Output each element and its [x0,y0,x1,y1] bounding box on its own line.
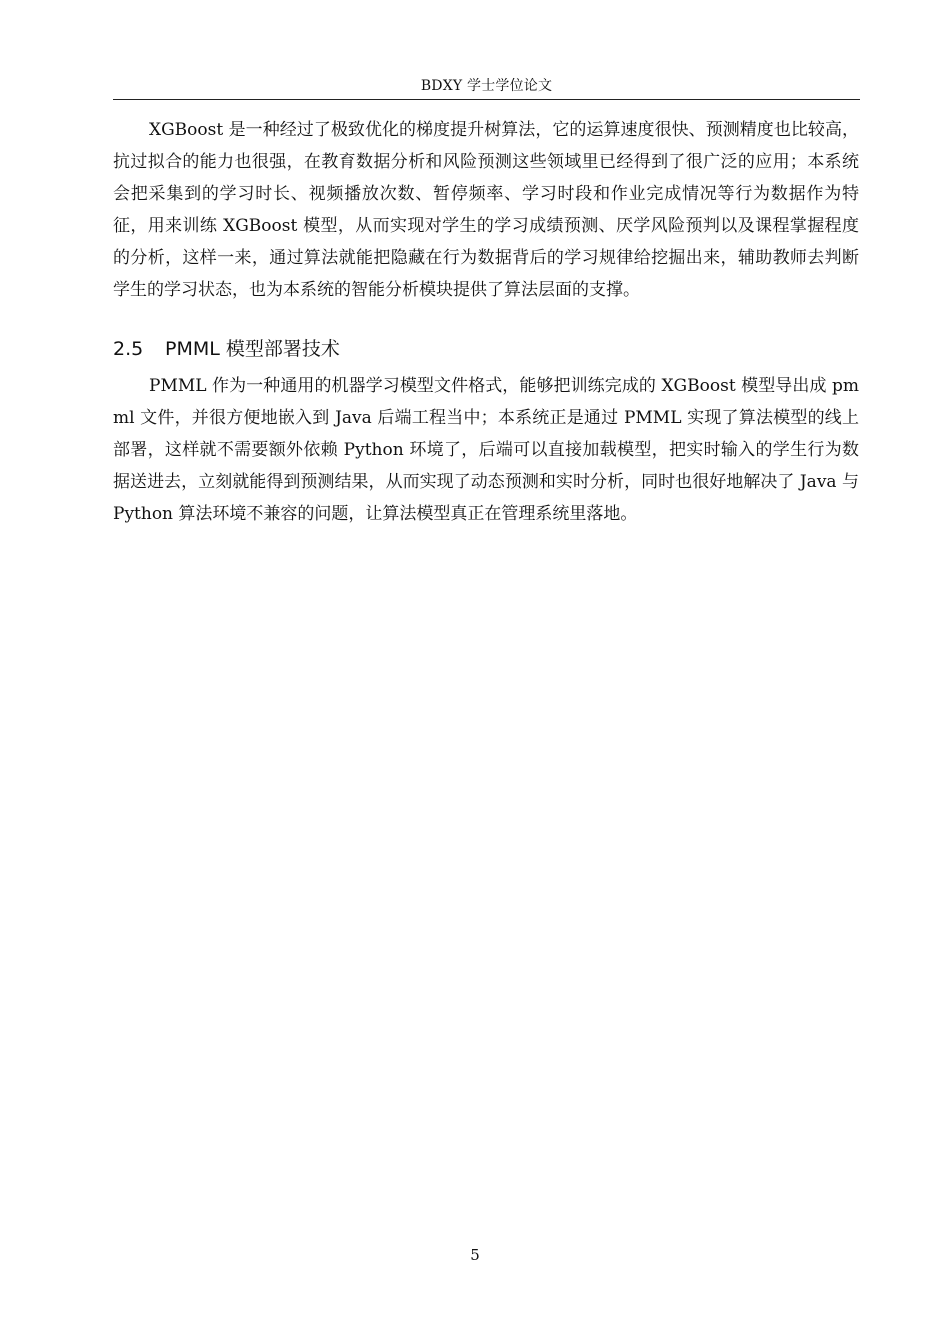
section-heading [113,332,859,366]
page-body [113,114,859,530]
paragraph-xgboost: XGBoost 是一种经过了极致优化的梯度提升树算法，它的运算速度很快、预测精度也比较高，抗过拟合的能力也很强，在教育数据分析和风险预测这些领域里已经得到了很广泛的应用；本系统会把采集到的学习时长、视频播放次数、暂停频率、学习时段和作业完成情况等行为数据作为特征，用来训练 XGBoost 模型，从而实现对学生的学习成绩预测、厌学风险预判以及课程掌握程度的分析，这样一来，通过算法就能把隐藏在行为数据背后的学习规律给挖掘出来，辅助教师去判断学生的学习状态，也为本系统的智能分析模块提供了算法层面的支撑。 [113,120,859,300]
page-number: 5 [470,1246,480,1264]
section-title: PMML 模型部署技术 [165,338,340,360]
header-title: BDXY 学士学位论文 [420,78,553,94]
paragraph-pmml: PMML 作为一种通用的机器学习模型文件格式，能够把训练完成的 XGBoost 模型导出成 pmml 文件，并很方便地嵌入到 Java 后端工程当中；本系统正是通过 PMML 实现了算法模型的线上部署，这样就不需要额外依赖 Python 环境了，后端可以直接加载模型，把实时输入的学生行为数据送进去，立刻就能得到预测结果，从而实现了动态预测和实时分析，同时也很好地解决了 Java 与 Python 算法环境不兼容的问题，让算法模型真正在管理系统里落地。 [113,376,859,524]
running-header [113,76,860,100]
section-number: 2.5 [113,338,144,360]
